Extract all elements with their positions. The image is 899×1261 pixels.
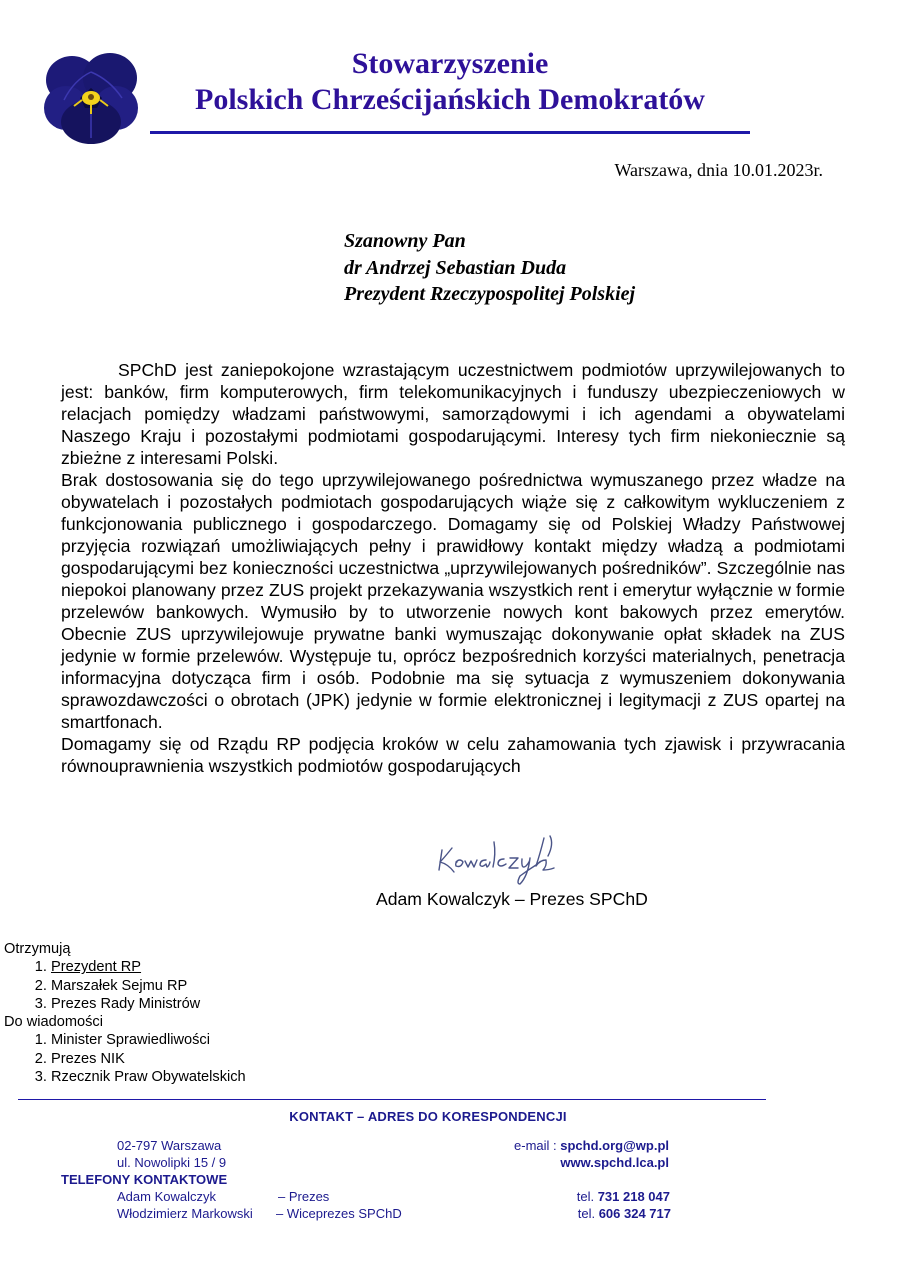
phones-heading: TELEFONY KONTAKTOWE [61, 1172, 228, 1187]
website-link[interactable]: www.spchd.lca.pl [560, 1155, 669, 1170]
body-paragraph-1: SPChD jest zaniepokojone wzrastającym uczestnictwem podmiotów uprzywilejowanych to jest: banków, firm komputerowych, firm telekomunikacyjnych i funduszy ubezpieczeniowych w relacjach pomiędzy władzami państwowymi, samorządowymi i ich agendami a obywatelami Naszego Kraju i pozostałymi podmiotami gospodarującymi. Interesy tych firm niekoniecznie są zbieżne z interesami Polski. [61, 360, 845, 468]
recipients-block [4, 940, 246, 1086]
recipients-list [4, 958, 246, 1013]
contact-name: Adam Kowalczyk [117, 1189, 216, 1204]
for-info-item: 1. Minister Sprawiedliwości [51, 1031, 246, 1049]
addressee-block [344, 228, 635, 308]
addressee-title: Prezydent Rzeczypospolitej Polskiej [344, 283, 636, 305]
recipients-heading: Otrzymują [4, 941, 71, 957]
pansy-logo [44, 50, 139, 146]
footer-email [514, 1137, 669, 1155]
tel-number: 606 324 717 [598, 1206, 671, 1221]
tel-label: tel. [577, 1206, 599, 1221]
addressee-name: dr Andrzej Sebastian Duda [344, 256, 567, 279]
for-info-item: 2. Prezes NIK [51, 1050, 246, 1068]
signature-name: Adam Kowalczyk – Prezes SPChD [376, 889, 648, 909]
tel-number: 731 218 047 [597, 1189, 670, 1204]
email-link[interactable]: spchd.org@wp.pl [560, 1138, 669, 1153]
date-line: Warszawa, dnia 10.01.2023r. [614, 160, 823, 180]
for-info-list [4, 1031, 246, 1086]
recipient-item: 1. Prezydent RP [51, 958, 246, 976]
header-divider [150, 131, 750, 134]
recipient-item: 3. Prezes Rady Ministrów [51, 995, 246, 1013]
footer-address-line1: 02-797 Warszawa [117, 1138, 222, 1153]
contact-role: – Prezes [278, 1189, 330, 1204]
email-label: e-mail : [514, 1138, 561, 1153]
body-paragraph-3: Domagamy się od Rządu RP podjęcia kroków w celu zahamowania tych zjawisk i przywracania równouprawnienia wszystkich podmiotów gospodarujących [61, 734, 845, 776]
contact-phone [578, 1205, 671, 1223]
contact-phone [577, 1188, 670, 1206]
footer-divider [18, 1099, 766, 1100]
addressee-salutation: Szanowny Pan [344, 230, 466, 252]
recipient-item: 2. Marszałek Sejmu RP [51, 977, 246, 995]
contact-name: Włodzimierz Markowski [117, 1206, 253, 1221]
contact-role: – Wiceprezes SPChD [276, 1206, 402, 1221]
letter-body [61, 359, 845, 777]
tel-label: tel. [576, 1189, 598, 1204]
body-paragraph-2: Brak dostosowania się do tego uprzywilejowanego pośrednictwa wymuszanego przez władze na obywatelach i pozostałych podmiotach gospodarujących wiąże się z całkowitym wykluczeniem z funkcjonowania publicznego i gospodarczego. Domagamy się od Polskiej Władzy Państwowej przyjęcia rozwiązań umożliwiających pełny i prawidłowy kontakt między władzą a podmiotami gospodarującymi bez konieczności uczestnictwa „uprzywilejowanych pośredników”. Szczególnie nas niepokoi planowany przez ZUS projekt przekazywania wszystkich rent i emerytur wyłącznie w formie przelewów bankowych. Wymusiło by to utworzenie nowych kont bakowych przez emerytów. Obecnie ZUS uprzywilejowuje prywatne banki wymuszając dokonywanie opłat składek na ZUS jedynie w formie przelewów. Występuje tu, oprócz bezpośrednich korzyści materialnych, penetracja informacyjna dotycząca firm i osób. Podobnie ma się sytuacja z wymuszeniem dokonywania sprawozdawczości o obrotach (JPK) jedynie w formie elektronicznej i legitymacji z ZUS opartej na smartfonach. [61, 470, 845, 732]
footer-title: KONTAKT – ADRES DO KORESPONDENCJI [289, 1109, 567, 1124]
for-info-heading: Do wiadomości [4, 1014, 103, 1031]
for-info-item: 3. Rzecznik Praw Obywatelskich [51, 1068, 246, 1086]
footer-address-line2: ul. Nowolipki 15 / 9 [117, 1155, 227, 1170]
signature-image [436, 832, 562, 888]
org-title-line2: Polskich Chrześcijańskich Demokratów [195, 83, 705, 116]
org-title-line1: Stowarzyszenie [351, 47, 549, 80]
